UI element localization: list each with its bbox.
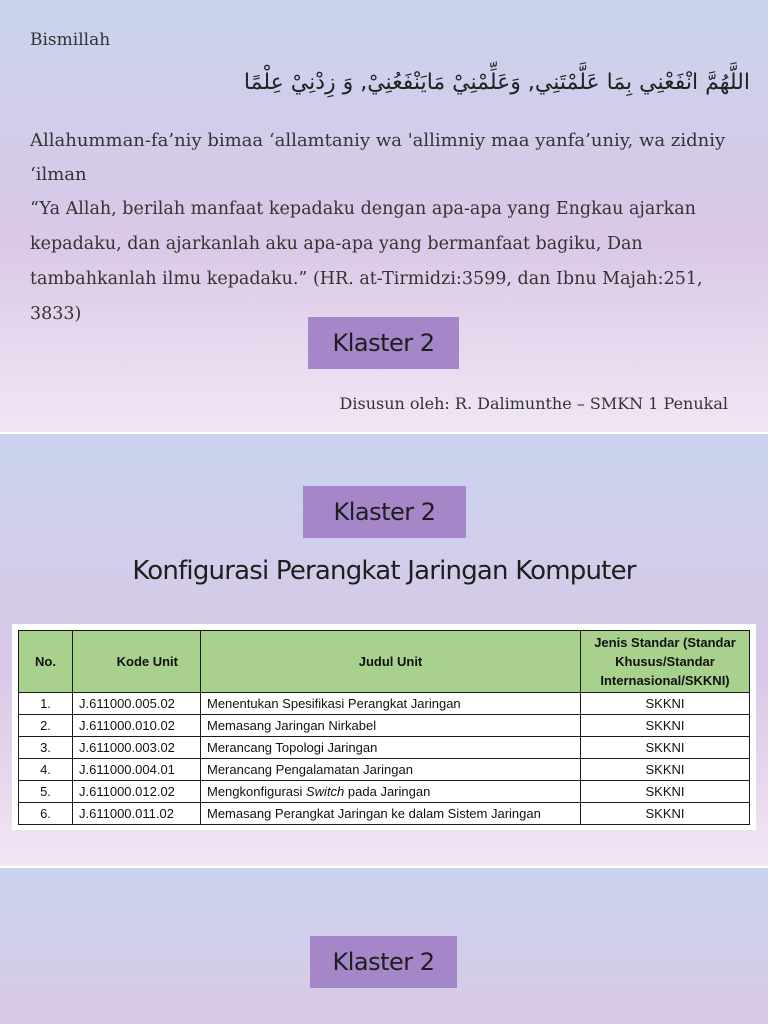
- cell-kode: J.611000.010.02: [73, 715, 201, 737]
- cell-kode: J.611000.004.01: [73, 759, 201, 781]
- table-header-row: [19, 631, 750, 693]
- cell-judul: [201, 693, 581, 715]
- judul-text: Merancang Topologi Jaringan: [207, 740, 378, 755]
- cell-judul: [201, 803, 581, 825]
- klaster-badge: Klaster 2: [308, 317, 459, 369]
- arabic-prayer: اللَّهُمَّ انْفَعْنِي بِمَا عَلَّمْتَنِي, وَعَلِّمْنِيْ مَايَنْفَعُنِيْ, وَ زِدْنِيْ عِلْمًا: [243, 70, 750, 95]
- cell-kode: J.611000.012.02: [73, 781, 201, 803]
- table-row: [19, 693, 750, 715]
- table-row: [19, 737, 750, 759]
- table-row: [19, 715, 750, 737]
- klaster-badge: Klaster 2: [303, 486, 466, 538]
- cell-jenis: SKKNI: [581, 715, 750, 737]
- transliteration-text: Allahumman-fa’niy bimaa ‘allamtaniy wa 'allimniy maa yanfa’uniy, wa zidniy ‘ilman: [30, 130, 726, 185]
- judul-text: Mengkonfigurasi: [207, 784, 306, 799]
- cell-no: 6.: [19, 803, 73, 825]
- cell-kode: J.611000.011.02: [73, 803, 201, 825]
- cell-jenis: SKKNI: [581, 803, 750, 825]
- header-kode-unit: Kode Unit: [73, 631, 201, 693]
- cell-no: 4.: [19, 759, 73, 781]
- judul-text: Merancang Pengalamatan Jaringan: [207, 762, 413, 777]
- cell-jenis: SKKNI: [581, 737, 750, 759]
- cell-judul: [201, 715, 581, 737]
- cell-no: 5.: [19, 781, 73, 803]
- slide-title: Konfigurasi Perangkat Jaringan Komputer: [132, 556, 636, 586]
- cell-judul: [201, 737, 581, 759]
- cell-jenis: SKKNI: [581, 693, 750, 715]
- table-row: [19, 803, 750, 825]
- judul-italic-text: Switch: [306, 784, 345, 799]
- table-row: [19, 781, 750, 803]
- judul-text: Memasang Perangkat Jaringan ke dalam Sistem Jaringan: [207, 806, 541, 821]
- slide-prayer: [0, 0, 768, 432]
- judul-text: Menentukan Spesifikasi Perangkat Jaringan: [207, 696, 461, 711]
- bismillah-text: Bismillah: [30, 30, 111, 50]
- author-credit: Disusun oleh: R. Dalimunthe – SMKN 1 Penukal: [339, 394, 728, 413]
- cell-no: 1.: [19, 693, 73, 715]
- slide-klaster-table: [0, 434, 768, 866]
- cell-kode: J.611000.003.02: [73, 737, 201, 759]
- unit-table: [18, 630, 750, 825]
- judul-text-suffix: pada Jaringan: [344, 784, 431, 799]
- table-row: [19, 759, 750, 781]
- meaning-text: “Ya Allah, berilah manfaat kepadaku dengan apa-apa yang Engkau ajarkan kepadaku, dan ajarkanlah aku apa-apa yang bermanfaat bagiku, Dan tambahkanlah ilmu kepadaku.” (HR. at-Tirmidzi:3599, dan Ibnu Majah:251, 3833): [30, 199, 703, 324]
- cell-kode: J.611000.005.02: [73, 693, 201, 715]
- cell-no: 2.: [19, 715, 73, 737]
- header-judul-unit: Judul Unit: [201, 631, 581, 693]
- cell-jenis: SKKNI: [581, 781, 750, 803]
- klaster-badge: Klaster 2: [310, 936, 457, 988]
- cell-jenis: SKKNI: [581, 759, 750, 781]
- header-no: No.: [19, 631, 73, 693]
- cell-no: 3.: [19, 737, 73, 759]
- header-jenis-standar: Jenis Standar (Standar Khusus/Standar Internasional/SKKNI): [581, 631, 750, 693]
- judul-text: Memasang Jaringan Nirkabel: [207, 718, 377, 733]
- slide-klaster-next: [0, 868, 768, 1024]
- cell-judul: [201, 781, 581, 803]
- unit-table-container: [12, 624, 756, 830]
- cell-judul: [201, 759, 581, 781]
